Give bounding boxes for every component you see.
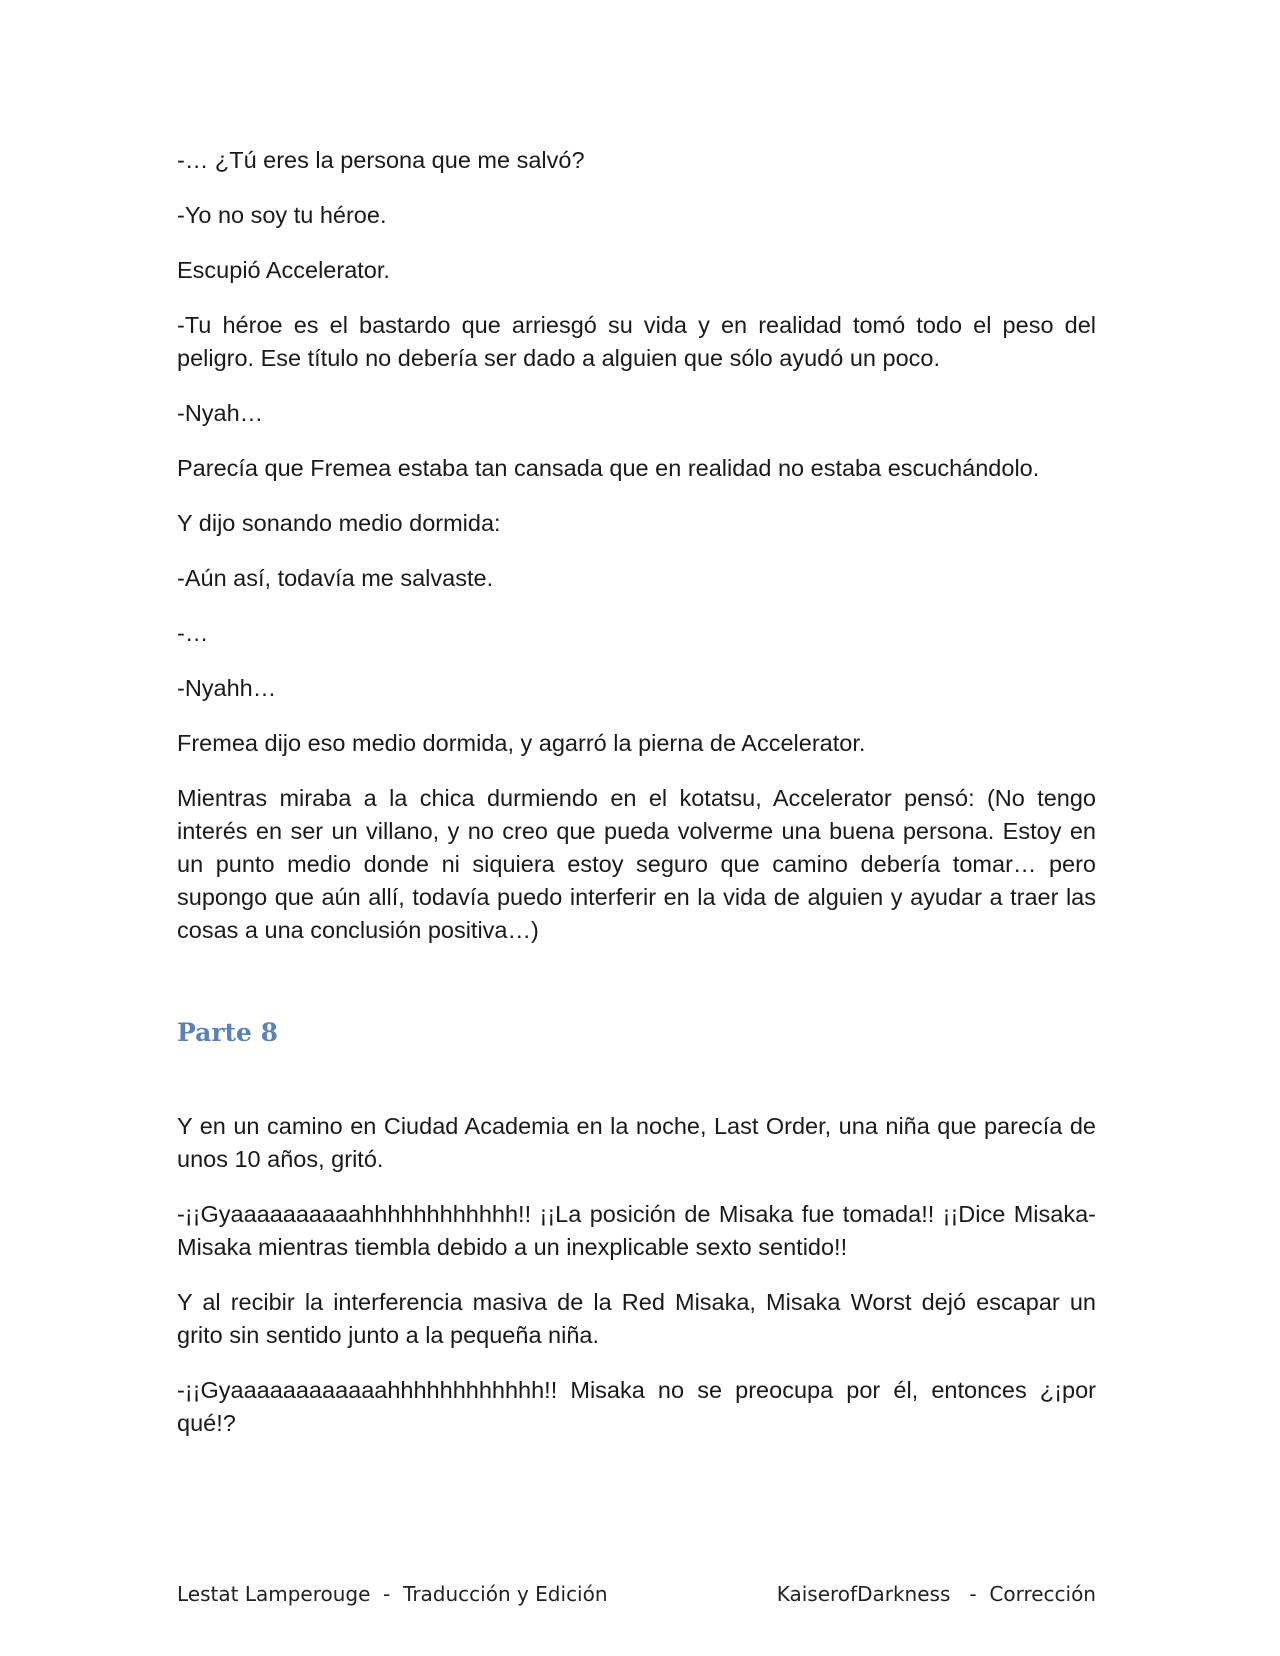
paragraph: -Yo no soy tu héroe. (177, 202, 387, 228)
page-footer (177, 1582, 1096, 1612)
paragraph: -… ¿Tú eres la persona que me salvó? (177, 147, 585, 173)
body-text-part1 (177, 144, 1096, 969)
paragraph: Mientras miraba a la chica durmiendo en el kotatsu, Accelerator pensó: (No tengo interés en ser un villano, y no creo que pueda volverme una buena persona. Estoy en un punto medio donde ni siquiera estoy seguro que camino debería tomar… pero supongo que aún allí, todavía puedo interferir en la vida de alguien y ayudar a traer las cosas a una conclusión positiva…) (177, 785, 1096, 943)
paragraph: -Tu héroe es el bastardo que arriesgó su vida y en realidad tomó todo el peso del peligro. Ese título no debería ser dado a alguien que sólo ayudó un poco. (177, 312, 1096, 371)
footer-credit-translation: Lestat Lamperouge - Traducción y Edición (177, 1582, 608, 1606)
paragraph: Y al recibir la interferencia masiva de la Red Misaka, Misaka Worst dejó escapar un grito sin sentido junto a la pequeña niña. (177, 1289, 1096, 1348)
paragraph: -… (177, 620, 209, 646)
section-heading: Parte 8 (177, 1018, 279, 1047)
paragraph: -Nyah… (177, 400, 264, 426)
paragraph: -¡¡Gyaaaaaaaaaaaahhhhhhhhhhhh!! Misaka no se preocupa por él, entonces ¿¡por qué!? (177, 1377, 1096, 1436)
paragraph: -¡¡Gyaaaaaaaaaahhhhhhhhhhhh!! ¡¡La posición de Misaka fue tomada!! ¡¡Dice Misaka-Misaka mientras tiembla debido a un inexplicable sexto sentido!! (177, 1201, 1096, 1260)
paragraph: Parecía que Fremea estaba tan cansada que en realidad no estaba escuchándolo. (177, 455, 1040, 481)
paragraph: -Aún así, todavía me salvaste. (177, 565, 494, 591)
body-text-part2 (177, 1110, 1096, 1462)
paragraph: Y dijo sonando medio dormida: (177, 510, 501, 536)
paragraph: Fremea dijo eso medio dormida, y agarró la pierna de Accelerator. (177, 730, 866, 756)
paragraph: Escupió Accelerator. (177, 257, 390, 283)
paragraph: -Nyahh… (177, 675, 277, 701)
footer-credit-correction: KaiserofDarkness - Corrección (776, 1582, 1096, 1606)
paragraph: Y en un camino en Ciudad Academia en la noche, Last Order, una niña que parecía de unos 10 años, gritó. (177, 1113, 1096, 1172)
